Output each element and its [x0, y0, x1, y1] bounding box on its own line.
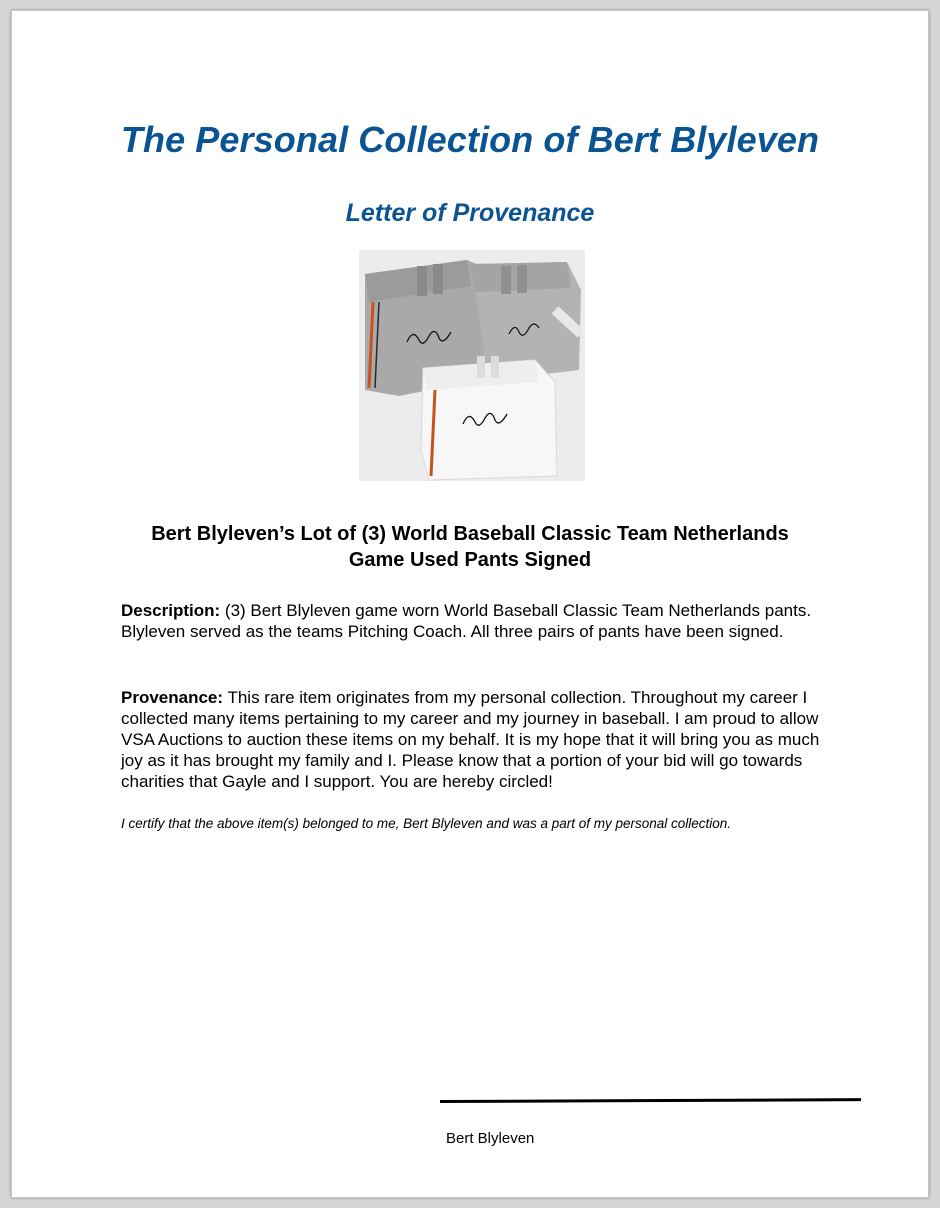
signature-line: [440, 1098, 861, 1103]
signed-pants-image: [359, 250, 585, 481]
signature-name: Bert Blyleven: [446, 1130, 535, 1147]
item-heading-line2: Game Used Pants Signed: [348, 549, 592, 571]
item-heading-line1: Bert Blyleven’s Lot of (3) World Baseball Classic Team Netherlands: [151, 523, 789, 545]
provenance-text: This rare item originates from my personal collection. Throughout my career I collected many items pertaining to my career and my journey in baseball. I am proud to allow VSA Auctions to auction these items on my behalf. It is my hope that it will bring you as much joy as it has brought my family and I. Please know that a portion of your bid will go towards charities that Gayle and I support. You are hereby circled!: [121, 688, 820, 791]
provenance-paragraph: [121, 687, 831, 792]
certification-statement: I certify that the above item(s) belonged to me, Bert Blyleven and was a part of my personal collection.: [121, 816, 732, 831]
document-subtitle: Letter of Provenance: [345, 199, 595, 227]
description-paragraph: [121, 600, 831, 642]
document-title: The Personal Collection of Bert Blyleven: [120, 119, 820, 160]
item-heading: [72, 521, 868, 573]
description-label: Description:: [121, 601, 221, 620]
description-text: (3) Bert Blyleven game worn World Baseball Classic Team Netherlands pants. Blyleven served as the teams Pitching Coach. All three pairs of pants have been signed.: [121, 601, 812, 641]
provenance-label: Provenance:: [121, 688, 224, 707]
document-page: [11, 10, 929, 1198]
item-photo: [359, 250, 585, 481]
